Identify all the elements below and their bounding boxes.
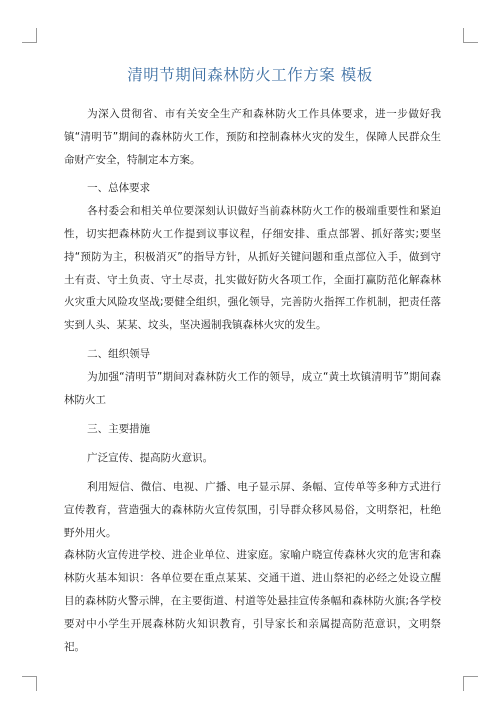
document-title: 清明节期间森林防火工作方案 模板 [127, 66, 373, 84]
intro-paragraph: 为深入贯彻省、市有关安全生产和森林防火工作具体要求，进一步做好我镇“清明节”期间的森林防火工作，预防和控制森林火灾的发生，保障人民群众生命财产安全，特制定本方案。 [64, 108, 441, 166]
crop-mark-bottom-right [463, 676, 478, 691]
section-heading-3: 三、主要措施 [87, 423, 151, 436]
section-heading-1: 一、总体要求 [87, 182, 151, 195]
crop-mark-top-right [463, 28, 478, 43]
document-body [64, 103, 441, 658]
section-3-subheading: 广泛宣传、提高防火意识。 [87, 452, 214, 465]
section-3-paragraph-2: 森林防火宣传进学校、进企业单位、进家庭。家喻户晓宣传森林火灾的危害和森林防火基本知识：各单位要在重点某某、交通干道、进山祭祀的必经之处设立醒目的森林防火警示牌，在主要街道、村道等处悬挂宣传条幅和森林防火旗;各学校要对中小学生开展森林防火知识教育，引导家长和亲属提高防范意识，文明祭祀。 [64, 549, 441, 653]
section-heading-2: 二、组织领导 [87, 347, 151, 360]
section-2-paragraph: 为加强“清明节”期间对森林防火工作的领导，成立“黄土坎镇清明节”期间森林防火工 [64, 370, 441, 406]
crop-mark-top-left [22, 28, 37, 43]
section-1-paragraph: 各村委会和相关单位要深刻认识做好当前森林防火工作的极端重要性和紧迫性，切实把森林防火工作提到议事议程，仔细安排、重点部署、抓好落实;要坚持“预防为主，积极消灭”的指导方针，从抓好关键问题和重点部位入手，做到守土有责、守土负责、守土尽责，扎实做好防火各项工作，全面打赢防范化解森林火灾重大风险攻坚战;要健全组织，强化领导，完善防火指挥工作机制，把责任落实到人头、某某、坟头，坚决遏制我镇森林火灾的发生。 [64, 205, 441, 332]
section-3-paragraph-1: 利用短信、微信、电视、广播、电子显示屏、条幅、宣传单等多种方式进行宣传教育，营造强大的森林防火宣传氛围，引导群众移风易俗，文明祭祀，杜绝野外用火。 [64, 480, 441, 539]
crop-mark-bottom-left [22, 676, 37, 691]
